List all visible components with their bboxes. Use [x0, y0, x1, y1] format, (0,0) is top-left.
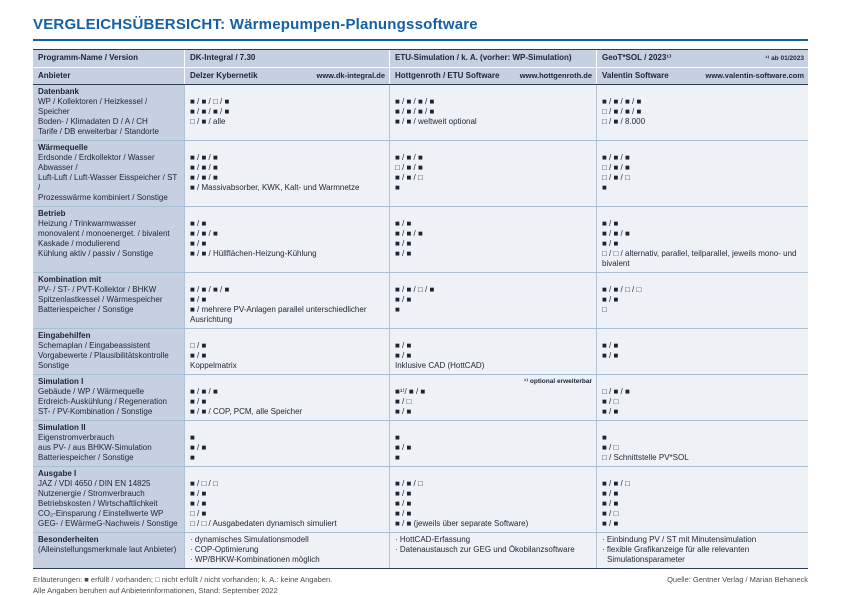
label-line: Erdreich-Auskühlung / Regeneration [38, 397, 167, 406]
data-line: ■ / ■ [395, 219, 412, 228]
cell-note [395, 331, 592, 341]
data-line: ■ / ■ [395, 341, 412, 350]
data-line: □ / □ / Ausgabedaten dynamisch simuliert [190, 519, 337, 528]
section-row-eingabehilfen [33, 329, 808, 375]
cell-betrieb-dk [185, 207, 390, 272]
title-rule [33, 39, 808, 41]
section-label-waermequelle [33, 141, 185, 206]
cell-note [190, 209, 385, 219]
data-line: ■ / ■ / Hüllflächen-Heizung-Kühlung [190, 249, 317, 258]
product-name: ETU-Simulation / k. A. (vorher: WP-Simulation) [395, 53, 572, 62]
cell-note [395, 143, 592, 153]
data-line: ■ / mehrere PV-Anlagen parallel unterschiedlicher Ausrichtung [190, 305, 367, 324]
section-row-betrieb [33, 207, 808, 273]
data-line: Koppelmatrix [190, 361, 237, 370]
label-line: Sonstige [38, 361, 70, 370]
data-line: ■ / ■ [602, 239, 619, 248]
data-line: ■ / ■ / ■ [602, 153, 630, 162]
data-line: ■ / ■ / □ [395, 173, 423, 182]
data-line: ■ / ■ / ■ [395, 229, 423, 238]
data-line: ■ / ■ [190, 219, 207, 228]
cell-simulation-1-etu [390, 375, 597, 420]
cell-note [190, 275, 385, 285]
page-title: VERGLEICHSÜBERSICHT: Wärmepumpen-Planungssoftware [33, 16, 478, 33]
source-credit: Quelle: Gentner Verlag / Marian Behaneck [667, 575, 808, 584]
data-line: ■ [602, 183, 607, 192]
data-line: ■ / ■ / COP, PCM, alle Speicher [190, 407, 303, 416]
cell-eingabehilfen-geotsol [597, 329, 808, 374]
cell-datenbank-geotsol [597, 85, 808, 140]
cell-besonderheiten-dk [185, 533, 390, 568]
cell-note [602, 377, 804, 387]
section-title: Besonderheiten [38, 535, 99, 544]
label-line: Batteriespeicher / Sonstige [38, 305, 134, 314]
data-line: ■ / ■ [190, 499, 207, 508]
data-line: ■ / ■ [190, 489, 207, 498]
label-line: Kühlung aktiv / passiv / Sonstige [38, 249, 154, 258]
label-line: Prozesswärme kombiniert / Sonstige [38, 193, 168, 202]
section-title: Betrieb [38, 209, 66, 218]
label-line: Heizung / Trinkwarmwasser [38, 219, 137, 228]
header-row-program [33, 50, 808, 68]
label-line: PV- / ST- / PVT-Kollektor / BHKW [38, 285, 157, 294]
cell-simulation-1-dk [185, 375, 390, 420]
vendor-label: Anbieter [33, 68, 185, 84]
cell-note [190, 469, 385, 479]
data-line: ■ / ■ / ■ [395, 153, 423, 162]
section-row-waermequelle [33, 141, 808, 207]
vendor-url-dk[interactable]: www.dk-integral.de [316, 71, 385, 80]
vendor-name: Delzer Kybernetik [190, 71, 258, 80]
label-line: JAZ / VDI 4650 / DIN EN 14825 [38, 479, 151, 488]
label-line: monovalent / monoenerget. / bivalent [38, 229, 170, 238]
label-line: Gebäude / WP / Wärmequelle [38, 387, 145, 396]
product-header-dk [185, 50, 390, 67]
data-line: ■ / ■ / weltweit optional [395, 117, 477, 126]
section-row-simulation-2 [33, 421, 808, 467]
data-line: ■ / ■ / ■ [190, 153, 218, 162]
vendor-url-geotsol[interactable]: www.valentin-software.com [705, 71, 804, 80]
product-name: GeoT*SOL / 2023¹⁾ [602, 53, 672, 62]
data-line: □ / ■ / alle [190, 117, 226, 126]
data-line: · COP-Optimierung [190, 545, 259, 554]
data-line: ■ / ■ / ■ / ■ [190, 285, 230, 294]
data-line: ■ / □ [602, 443, 619, 452]
data-line: ■ / Massivabsorber, KWK, Kalt- und Warmnetze [190, 183, 360, 192]
label-line: (Alleinstellungsmerkmale laut Anbieter) [38, 545, 177, 554]
cell-note [395, 87, 592, 97]
data-line: ■ / □ / □ [190, 479, 218, 488]
data-line: ■ / ■ [395, 443, 412, 452]
cell-waermequelle-etu [390, 141, 597, 206]
data-line: ■ / ■ [395, 407, 412, 416]
section-label-betrieb [33, 207, 185, 272]
section-row-datenbank [33, 85, 808, 141]
label-line: Luft-Luft / Luft-Wasser Eisspeicher / ST / [38, 173, 178, 192]
label-line: WP / Kollektoren / Heizkessel / Speicher [38, 97, 148, 116]
cell-kombination-mit-etu [390, 273, 597, 328]
product-header-etu [390, 50, 597, 67]
data-line: ■ / ■ [395, 489, 412, 498]
cell-note [602, 331, 804, 341]
cell-datenbank-etu [390, 85, 597, 140]
cell-note [602, 143, 804, 153]
section-row-kombination-mit [33, 273, 808, 329]
label-line: CO₂-Einsparung / Einstellwerte WP [38, 509, 164, 518]
data-line: ■ / ■ [602, 407, 619, 416]
data-line: ■ / ■ [602, 489, 619, 498]
data-line: ■ / ■ / □ [602, 479, 630, 488]
vendor-cell-etu [390, 68, 597, 84]
data-line: ■ / ■ [395, 509, 412, 518]
data-line: ■ / ■ [395, 351, 412, 360]
data-line: ■¹⁾/ ■ / ■ [395, 387, 426, 396]
comparison-table [33, 49, 808, 569]
cell-waermequelle-dk [185, 141, 390, 206]
data-line: □ [602, 305, 607, 314]
data-line: ■ / ■ / ■ [190, 173, 218, 182]
label-line: Nutzenergie / Stromverbrauch [38, 489, 145, 498]
section-title: Wärmequelle [38, 143, 88, 152]
section-label-simulation-1 [33, 375, 185, 420]
section-label-datenbank [33, 85, 185, 140]
cell-betrieb-geotsol [597, 207, 808, 272]
data-line: ■ / ■ [602, 341, 619, 350]
data-line: ■ / ■ [395, 249, 412, 258]
section-row-simulation-1 [33, 375, 808, 421]
cell-note [602, 209, 804, 219]
cell-note [395, 209, 592, 219]
label-line: GEG- / EWärmeG-Nachweis / Sonstige [38, 519, 178, 528]
data-line: ■ / ■ / ■ [602, 229, 630, 238]
cell-besonderheiten-etu [390, 533, 597, 568]
cell-kombination-mit-geotsol [597, 273, 808, 328]
data-line: ■ / ■ [190, 239, 207, 248]
section-title: Simulation I [38, 377, 84, 386]
cell-note [602, 469, 804, 479]
data-line: ■ / ■ [602, 295, 619, 304]
cell-note [395, 423, 592, 433]
data-line: □ / ■ [190, 509, 207, 518]
footer-notes [33, 574, 332, 595]
data-line: ■ [395, 433, 400, 442]
data-line: □ / ■ [190, 341, 207, 350]
vendor-url-etu[interactable]: www.hottgenroth.de [519, 71, 592, 80]
data-line: ■ / ■ / □ [395, 479, 423, 488]
section-title: Kombination mit [38, 275, 102, 284]
data-line: · Datenaustausch zur GEG und Ökobilanzsoftware [395, 545, 575, 554]
data-line: ■ / ■ / □ / ■ [395, 285, 435, 294]
cell-kombination-mit-dk [185, 273, 390, 328]
cell-note [190, 377, 385, 387]
data-line: □ / ■ / ■ [602, 387, 630, 396]
section-label-eingabehilfen [33, 329, 185, 374]
cell-note [190, 87, 385, 97]
data-line: ■ / ■ / ■ / ■ [602, 97, 642, 106]
legend: Erläuterungen: ■ erfüllt / vorhanden; □ nicht erfüllt / nicht vorhanden; k. A.: keine Angaben. [33, 575, 333, 584]
label-line: Eigenstromverbrauch [38, 433, 115, 442]
label-line: Boden- / Klimadaten D / A / CH [38, 117, 148, 126]
cell-besonderheiten-geotsol [597, 533, 808, 568]
data-line: · flexible Grafikanzeige für alle relevanten Simulationsparameter [602, 545, 750, 564]
cell-note [190, 331, 385, 341]
product-header-geotsol [597, 50, 808, 67]
data-line: · dynamisches Simulationsmodell [190, 535, 309, 544]
vendor-cell-geotsol [597, 68, 808, 84]
data-line: □ / ■ / ■ / ■ [602, 107, 642, 116]
data-line: ■ / ■ [602, 351, 619, 360]
data-line: ■ / ■ / ■ / ■ [395, 97, 435, 106]
cell-note [190, 143, 385, 153]
label-line: Spitzenlastkessel / Wärmespeicher [38, 295, 163, 304]
data-line: ■ [395, 183, 400, 192]
data-line: □ / □ / alternativ, parallel, teilparallel, jeweils mono- und bivalent [602, 249, 797, 268]
label-line: ST- / PV-Kombination / Sonstige [38, 407, 153, 416]
section-label-kombination-mit [33, 273, 185, 328]
cell-note [602, 275, 804, 285]
cell-waermequelle-geotsol [597, 141, 808, 206]
data-line: ■ / ■ [190, 443, 207, 452]
data-line: ■ / ■ [395, 295, 412, 304]
data-line: □ / ■ / □ [602, 173, 630, 182]
data-line: ■ [190, 433, 195, 442]
data-line: ■ / □ [395, 397, 412, 406]
label-line: Kaskade / modulierend [38, 239, 120, 248]
data-line: ■ / ■ [602, 219, 619, 228]
data-line: ■ / ■ / □ / □ [602, 285, 642, 294]
cell-note [190, 423, 385, 433]
data-line: ■ / ■ / ■ [190, 229, 218, 238]
section-label-besonderheiten [33, 533, 185, 568]
section-label-ausgabe-1 [33, 467, 185, 532]
data-line: · HottCAD-Erfassung [395, 535, 471, 544]
cell-note [602, 87, 804, 97]
cell-note [395, 469, 592, 479]
cell-eingabehilfen-etu [390, 329, 597, 374]
data-line: ■ / ■ (jeweils über separate Software) [395, 519, 529, 528]
data-line: ■ [395, 305, 400, 314]
data-line: ■ / ■ / ■ / ■ [395, 107, 435, 116]
data-line: ■ / ■ [190, 295, 207, 304]
cell-simulation-2-geotsol [597, 421, 808, 466]
data-line: ■ / □ [602, 509, 619, 518]
cell-ausgabe-1-etu [390, 467, 597, 532]
section-row-ausgabe-1 [33, 467, 808, 533]
data-line: Inklusive CAD (HottCAD) [395, 361, 485, 370]
cell-simulation-2-dk [185, 421, 390, 466]
cell-note [602, 423, 804, 433]
table-body [33, 85, 808, 568]
label-line: aus PV- / aus BHKW-Simulation [38, 443, 152, 452]
data-line: ■ / ■ / ■ / ■ [190, 107, 230, 116]
label-line: Betriebskosten / Wirtschaftlichkeit [38, 499, 158, 508]
header-row-vendor [33, 68, 808, 85]
label-line: Tarife / DB erweiterbar / Standorte [38, 127, 159, 136]
program-name-version-label: Programm-Name / Version [33, 50, 185, 67]
data-line: ■ [602, 433, 607, 442]
cell-datenbank-dk [185, 85, 390, 140]
product-note: ¹⁾ ab 01/2023 [765, 55, 804, 62]
data-line: ■ / □ [602, 397, 619, 406]
section-row-besonderheiten [33, 533, 808, 568]
data-line: □ / ■ / ■ [395, 163, 423, 172]
data-line: ■ / ■ [190, 351, 207, 360]
section-title: Ausgabe I [38, 469, 77, 478]
footer [33, 574, 808, 595]
data-line: □ / ■ / ■ [602, 163, 630, 172]
section-title: Simulation II [38, 423, 86, 432]
cell-note [395, 275, 592, 285]
data-line: ■ [395, 453, 400, 462]
data-line: ■ / ■ / ■ [190, 387, 218, 396]
label-line: Vorgabewerte / Plausibilitätskontrolle [38, 351, 169, 360]
cell-eingabehilfen-dk [185, 329, 390, 374]
section-title: Eingabehilfen [38, 331, 91, 340]
data-line: □ / ■ / 8.000 [602, 117, 646, 126]
data-line: ■ / ■ / □ / ■ [190, 97, 230, 106]
cell-note: ¹⁾ optional erweiterbar [524, 378, 592, 385]
data-line: ■ / ■ / ■ [190, 163, 218, 172]
stand-note: Alle Angaben beruhen auf Anbieterinformationen, Stand: September 2022 [33, 586, 278, 595]
data-line: ■ / ■ [602, 499, 619, 508]
vendor-name: Valentin Software [602, 71, 669, 80]
section-label-simulation-2 [33, 421, 185, 466]
cell-ausgabe-1-dk [185, 467, 390, 532]
product-name: DK-Integral / 7.30 [190, 53, 256, 62]
label-line: Erdsonde / Erdkollektor / Wasser Abwasser / [38, 153, 155, 172]
label-line: Batteriespeicher / Sonstige [38, 453, 134, 462]
cell-simulation-2-etu [390, 421, 597, 466]
data-line: ■ / ■ [395, 239, 412, 248]
data-line: ■ [190, 453, 195, 462]
data-line: □ / Schnittstelle PV*SOL [602, 453, 689, 462]
data-line: ■ / ■ [395, 499, 412, 508]
cell-betrieb-etu [390, 207, 597, 272]
vendor-cell-dk [185, 68, 390, 84]
label-line: Schemaplan / Eingabeassistent [38, 341, 151, 350]
cell-ausgabe-1-geotsol [597, 467, 808, 532]
data-line: ■ / ■ [190, 397, 207, 406]
data-line: ■ / ■ [602, 519, 619, 528]
vendor-name: Hottgenroth / ETU Software [395, 71, 500, 80]
data-line: · Einbindung PV / ST mit Minutensimulation [602, 535, 757, 544]
cell-simulation-1-geotsol [597, 375, 808, 420]
section-title: Datenbank [38, 87, 79, 96]
data-line: · WP/BHKW-Kombinationen möglich [190, 555, 320, 564]
